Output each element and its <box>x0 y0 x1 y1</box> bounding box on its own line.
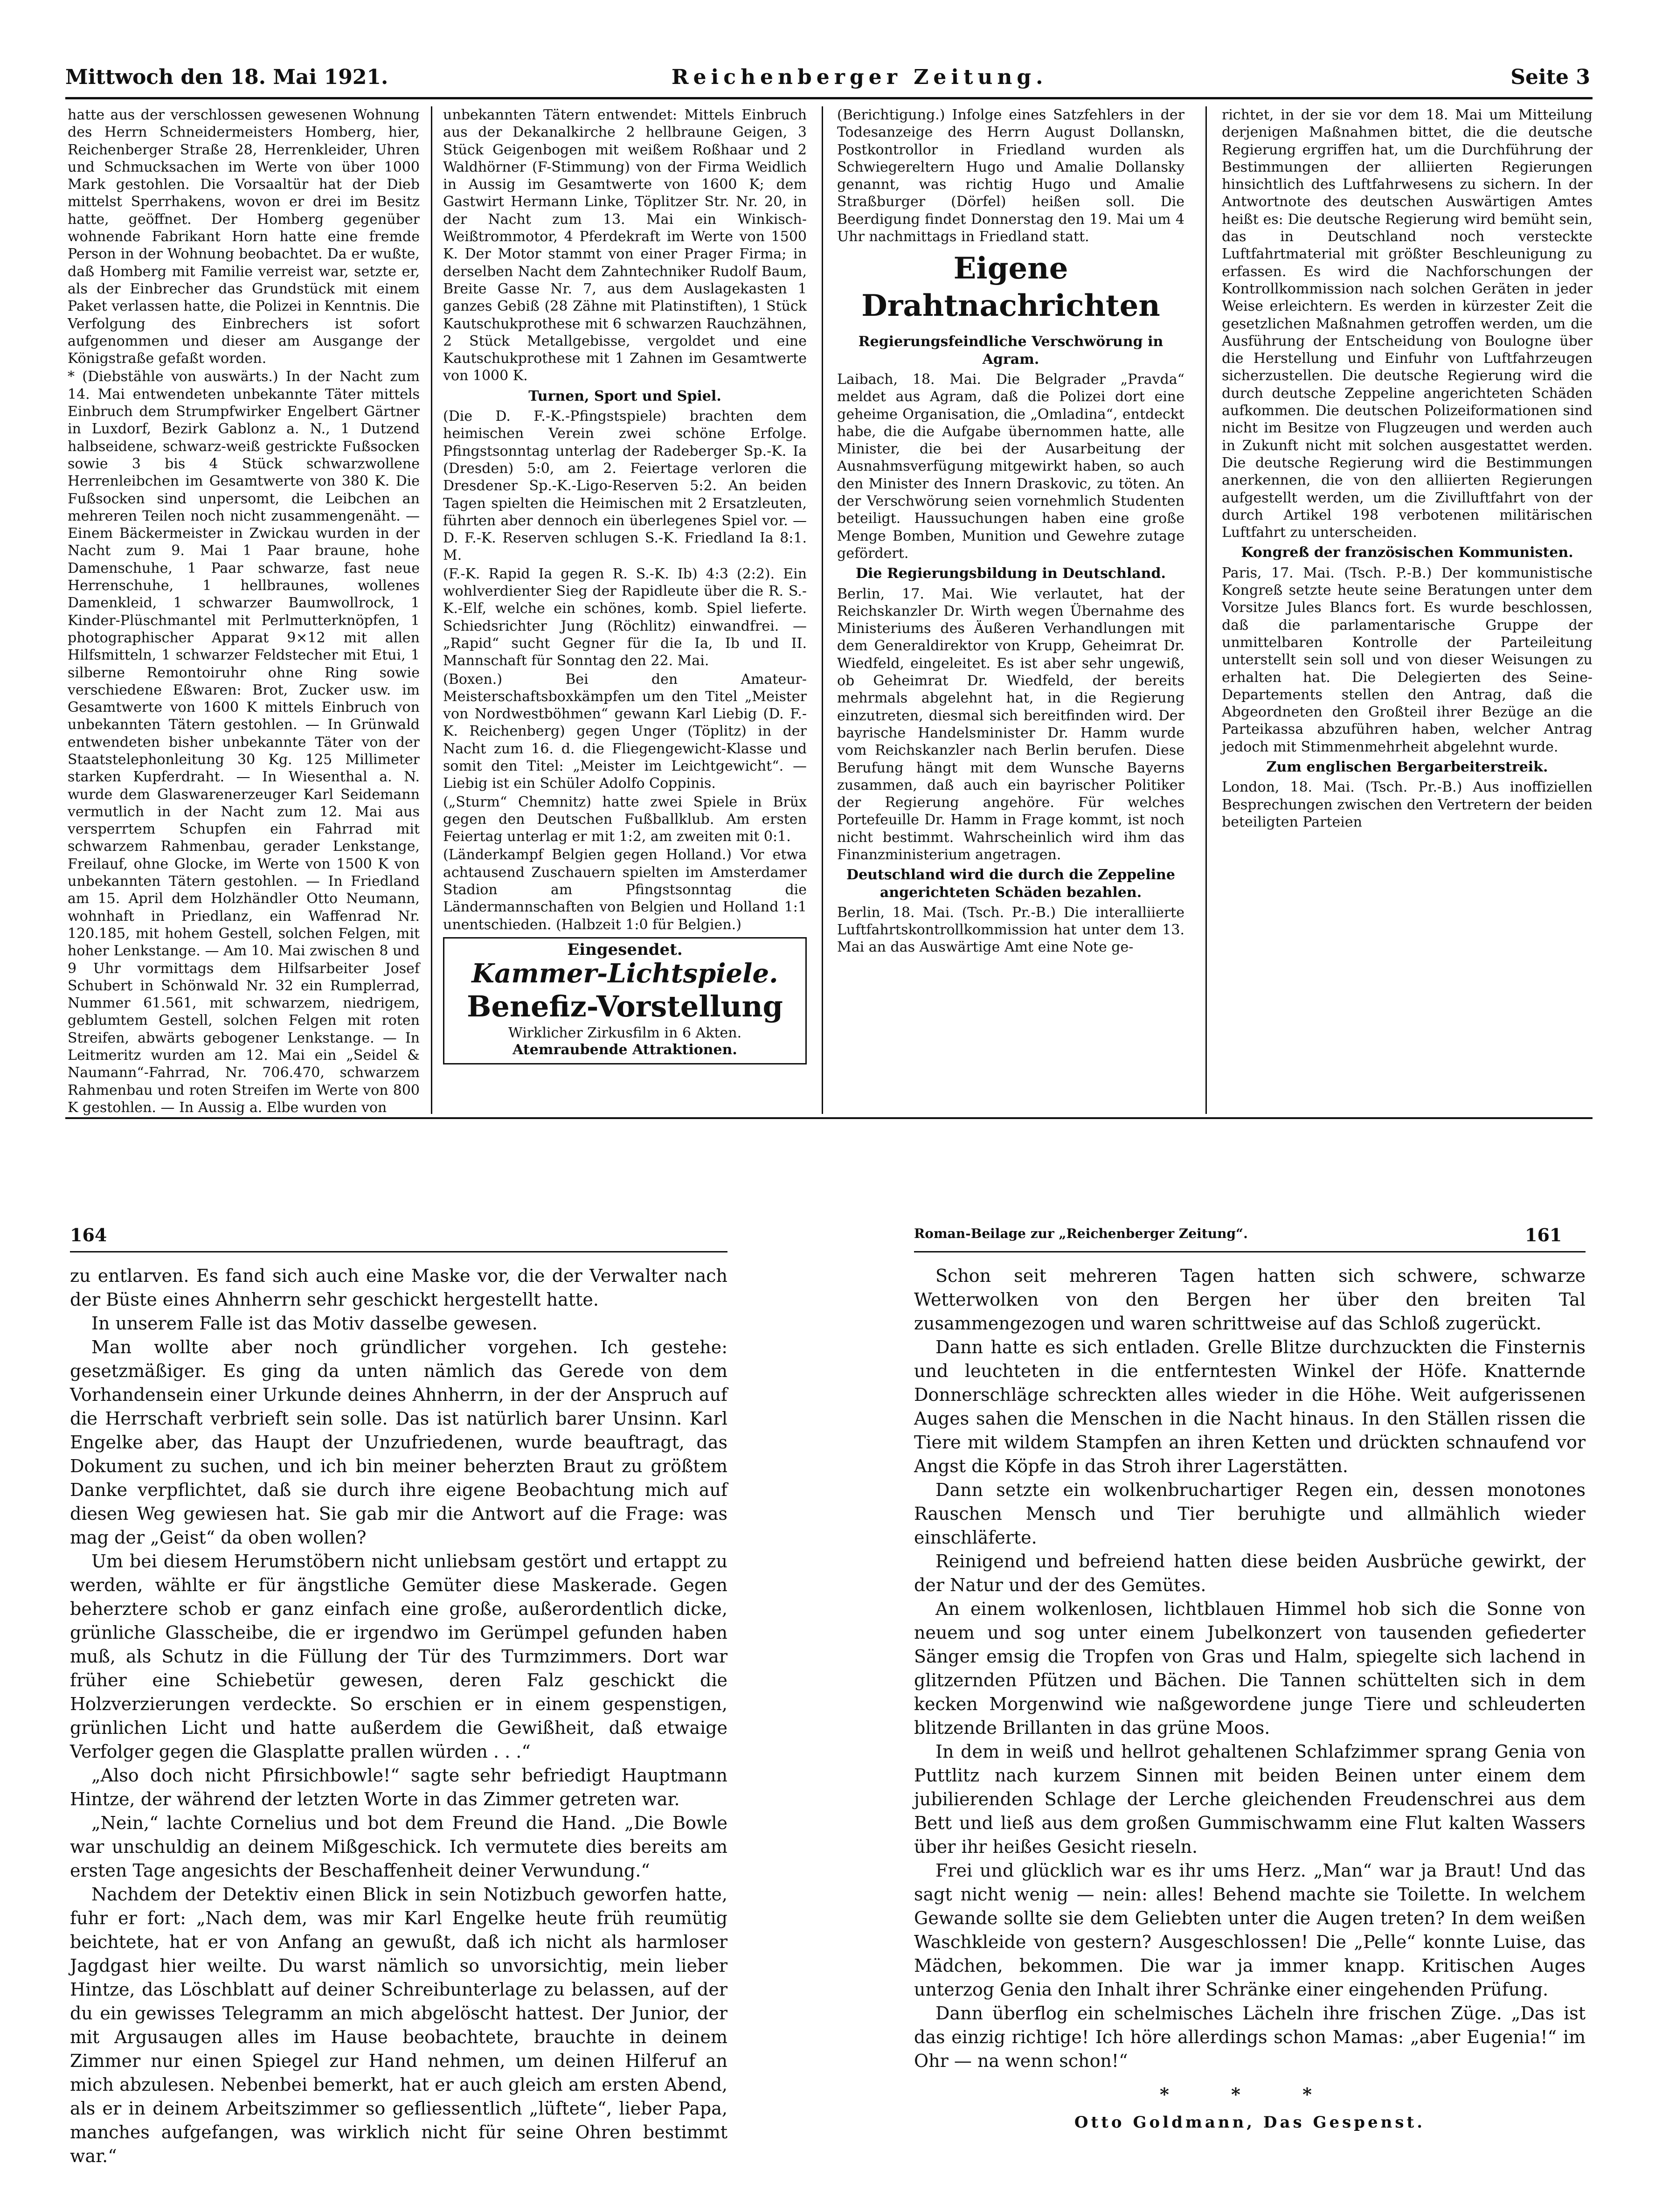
novel-paragraph: Frei und glücklich war es ihr ums Herz. „Man“ war ja Braut! Und das sagt nicht wenig — nein: alles! Behend machte sie Toilette. In welchem Gewande sollte sie dem Geliebten unter die Augen treten? In dem weißen Waschkleide von gestern? Ausgeschlossen! Die „Pelle“ konnte Luise, das Mädchen, bekommen. Die war ja immer knapp. Kritischen Auges unterzog Genia den Inhalt ihrer Schränke einer eingehenden Prüfung. <box>914 1860 1586 2000</box>
column-telegrams <box>837 106 1184 1114</box>
article-heading: Kongreß der französischen Kommunisten. <box>1241 544 1573 561</box>
section-break-stars: * * * <box>1159 2084 1340 2105</box>
article-paragraph: (Länderkampf Belgien gegen Holland.) Vor etwa achtausend Zuschauern spielten im Amsterdamer Stadion am Pfingstsonntag die Ländermannschaften von Belgien und Holland 1:1 unentschieden. (Halbzeit 1:0 für Belgien.) <box>443 847 807 933</box>
column-divider <box>431 106 432 1114</box>
article-paragraph: unbekannten Tätern entwendet: Mittels Einbruch aus der Dekanalkirche 2 hellbraune Geigen, 3 Stück Geigenbogen mit weißem Roßhaar und 2 Waldhörner (F-Stimmung) von der Firma Weidlich in Aussig im Gesamtwerte von 1600 K; dem Gastwirt Hermann Linke, Töplitzer Str. Nr. 20, in der Nacht zum 13. Mai ein Winkisch-Weißtrommotor, 4 Pferdekraft im Werte von 1500 K. Der Motor stammt von einer Prager Firma; in derselben Nacht dem Zahntechniker Rudolf Baum, Breite Gasse Nr. 7, aus dem Auslagekasten 1 ganzes Gebiß (28 Zähne mit Platinstiften), 1 Stück Kautschukprothese mit 6 schwarzen Rauchzähnen, 2 Stück Metallgebisse, vergoldet und eine Kautschukprothese mit 1 Zahnen im Gesamtwerte von 1000 K. <box>443 107 807 384</box>
novel-paragraph: Dann hatte es sich entladen. Grelle Blitze durchzuckten die Finsternis und leuchteten in die entferntesten Winkel der Höfe. Knatternde Donnerschläge schreckten alles wieder in die Höhe. Weit aufgerissenen Auges sahen die Menschen in die Nacht hinaus. In den Ställen rissen die Tiere mit wildem Stampfen an ihren Ketten und drückten schnaufend vor Angst die Köpfe in das Stroh ihrer Lagerstätten. <box>914 1337 1586 1476</box>
novel-paragraph: An einem wolkenlosen, lichtblauen Himmel hob sich die Sonne von neuem und sog unter einem Jubelkonzert von tausenden gefiederter Sänger emsig die Tropfen von Gras und Halm, spiegelte sich lachend in glitzernden Pfützen und Bächen. Die Tannen schüttelten sich in dem kecken Morgenwind wie naßgewordene junge Tiere und schleuderten blitzende Brillanten in das grüne Moos. <box>914 1599 1586 1738</box>
article-paragraph: Berlin, 18. Mai. (Tsch. Pr.-B.) Die interalliierte Luftfahrtskontrollkommission hat unter dem 13. Mai an das Auswärtige Amt eine Note ge- <box>837 904 1184 956</box>
supplement-rule <box>914 1251 1586 1252</box>
novel-paragraph: Dann überflog ein schelmisches Lächeln ihre frischen Züge. „Das ist das einzig richtige! Ich höre allerdings schon Mamas: „aber Eugenia!“ im Ohr — na wenn schon!“ <box>914 2003 1586 2071</box>
page-header <box>65 65 1590 93</box>
article-paragraph: (Boxen.) Bei den Amateur-Meisterschaftsboxkämpfen um den Titel „Meister von Nordwestböhmen“ gewann Karl Liebig (D. F.-K. Reichenberg) gegen Unger (Töplitz) in der Nacht zum 16. d. die Fliegengewicht-Klasse und somit den Titel: „Meister im Leichtgewicht“. — Liebig ist ein Schüler Adolfo Coppinis. <box>443 671 807 792</box>
section-rule <box>65 1117 1593 1119</box>
newspaper-title: Reichenberger Zeitung. <box>672 65 1048 89</box>
article-heading: Die Regierungsbildung in Deutschland. <box>856 565 1166 582</box>
article-paragraph: Berlin, 17. Mai. Wie verlautet, hat der Reichskanzler Dr. Wirth wegen Übernahme des Ministeriums des Äußeren Verhandlungen mit dem Generaldirektor von Krupp, Geheimrat Dr. Wiedfeld, eingeleitet. Es ist aber sehr ungewiß, ob Geheimrat Dr. Wiedfeld, der bereits mehrmals abgelehnt hat, in die Regierung einzutreten, diesmal sich bereitfinden wird. Der bayrische Handelsminister Dr. Hamm wurde vom Reichskanzler nach Berlin berufen. Diese Berufung hängt mit dem Wunsche Bayerns zusammen, daß auch ein bayrischer Politiker der Regierung angehöre. Für welches Portefeuille Dr. Hamm in Frage kommt, ist noch nicht bestimmt. Wahrscheinlich wird ihm das Finanzministerium angetragen. <box>837 585 1184 863</box>
column-divider <box>1205 106 1207 1114</box>
novel-paragraph: Reinigend und befreiend hatten diese beiden Ausbrüche gewirkt, der der Natur und der des Gemütes. <box>914 1551 1586 1595</box>
article-paragraph: Paris, 17. Mai. (Tsch. P.-B.) Der kommunistische Kongreß setzte heute seine Beratungen unter dem Vorsitze Jules Blancs fort. Es wurde beschlossen, daß die parlamentarische Gruppe der unmittelbaren Kontrolle der Parteileitung unterstellt sein soll und von dieser Weisungen zu erhalten hat. Die Delegierten des Seine-Departements stellen den Antrag, daß die Abgeordneten den Großteil ihrer Bezüge an die Parteikassa abzuführen haben, welcher Antrag jedoch mit Stimmenmehrheit abgelehnt wurde. <box>1222 564 1593 755</box>
novel-paragraph: Nachdem der Detektiv einen Blick in sein Notizbuch geworfen hatte, fuhr er fort: „Nach dem, was mir Karl Engelke heute früh reumütig beichtete, hat er von Anfang an gewußt, daß ich nicht als harmloser Jagdgast hier weilte. Du warst nämlich so unvorsichtig, mein lieber Hintze, das Löschblatt auf deiner Schreibunterlage zu belassen, auf der du ein gewisses Telegramm an mich abgelöscht hattest. Der Junior, der mit Argusaugen alles im Hause beobachtete, brauchte in deinem Zimmer nur einen Spiegel zur Hand nehmen, um deinen Hilferuf an mich abzulesen. Nebenbei bemerkt, hat er auch gleich am ersten Abend, als er in deinem Arbeitszimmer so gefliessentlich „lüftete“, lieber Papa, manches aufgefangen, was wirklich nicht für seine Ohren bestimmt war.“ <box>70 1884 727 2166</box>
supplement-page-right-number: 161 <box>1525 1224 1562 1245</box>
article-paragraph: * (Diebstähle von auswärts.) In der Nacht zum 14. Mai entwendeten unbekannte Täter mittels Einbruch dem Strumpfwirker Engelbert Gärtner in Luxdorf, Bezirk Gablonz a. N., 1 Dutzend halbseidene, schwarz-weiß gestrickte Fußsocken sowie 3 bis 4 Stück schwarzwollene Herrenleibchen im Gesamtwerte von 380 K. Die Fußsocken sind unpersomt, die Leibchen an mehreren Teilen noch nicht zusammengenäht. — Einem Bäckermeister in Zwickau wurden in der Nacht zum 9. Mai 1 Paar braune, hohe Damenschuhe, 1 Paar schwarze, fast neue Herrenschuhe, 1 hellbraunes, wollenes Damenkleid, 1 schwarzer Baumwollrock, 1 Kinder-Plüschmantel mit Perlmutterknöpfen, 1 photographischer Apparat 9×12 mit allen Hilfsmitteln, 1 schwarzer Feldstecher mit Etui, 1 silberne Remontoiruhr ohne Ring sowie verschiedene Eßwaren: Brot, Zucker usw. im Gesamtwerte von 1600 K mittels Einbruch von unbekannten Tätern gestohlen. — In Grünwald entwendeten bisher unbekannte Täter von der Staatstelephonleitung 30 Kg. 125 Millimeter starken Kupferdraht. — In Wiesenthal a. N. wurde dem Glaswarenerzeuger Karl Seidemann vermutlich in der Nacht zum 12. Mai aus versperrtem Schupfen ein Fahrrad mit schwarzem Rahmenbau, gerader Lenkstange, Freilauf, ohne Glocke, im Werte von 1500 K von unbekannten Tätern gestohlen. — In Friedland am 15. April dem Holzhändler Otto Neumann, wohnhaft in Priedlanz, ein Waffenrad Nr. 120.185, mit hohem Gestell, solchen Felgen, mit hoher Lenkstange. — Am 10. Mai zwischen 8 und 9 Uhr vormittags dem Hilfsarbeiter Josef Schubert in Schönwald Nr. 32 ein Rumplerrad, Nummer 61.561, mit schwarzem, niedrigem, geblumtem Gestell, solchen Felgen mit roten Streifen, abwärts gebogener Lenkstange. — In Leitmeritz wurden am 12. Mai ein „Seidel & Naumann“-Fahrrad, Nr. 706.470, schwarzem Rahmenbau und roten Streifen im Werte von 800 K gestohlen. — In Aussig a. Elbe wurden von <box>68 369 420 1116</box>
article-paragraph: London, 18. Mai. (Tsch. Pr.-B.) Aus inoffiziellen Besprechungen zwischen den Vertretern der beiden beteiligten Parteien <box>1222 779 1593 830</box>
supplement-page-left-number: 164 <box>70 1224 107 1245</box>
novel-page-right <box>914 1264 1586 2150</box>
novel-paragraph: Schon seit mehreren Tagen hatten sich schwere, schwarze Wetterwolken von den Bergen her über den breiten Tal zusammengezogen und waren schrittweise auf das Schloß zugerückt. <box>914 1266 1586 1334</box>
novel-paragraph: Dann setzte ein wolkenbruchartiger Regen ein, dessen monotones Rauschen Mensch und Tier beruhigte und allmählich wieder einschläferte. <box>914 1480 1586 1548</box>
advertisement <box>443 937 807 1064</box>
novel-page-left <box>70 1264 727 2166</box>
date-line: Mittwoch den 18. Mai 1921. <box>65 65 388 89</box>
article-heading: Regierungsfeindliche Verschwörung in Agram. <box>858 334 1163 368</box>
ad-line: Wirklicher Zirkusfilm in 6 Akten. <box>508 1025 742 1042</box>
article-paragraph: (F.-K. Rapid Ia gegen R. S.-K. Ib) 4:3 (2:2). Ein wohlverdienter Sieg der Rapidleute über die R. S.-K.-Elf, welche ein schönes, komb. Spiel lieferte. Schiedsrichter Jung (Röchlitz) einwandfrei. — „Rapid“ sucht Gegner für die Ia, Ib und II. Mannschaft für Sonntag den 22. Mai. <box>443 565 807 669</box>
page-number: Seite 3 <box>1510 65 1590 89</box>
novel-paragraph: In dem in weiß und hellrot gehaltenen Schlafzimmer sprang Genia von Puttlitz nach kurzem Sinnen mit beiden Beinen unter einem dem jubilierenden Schlage der Lerche gleichenden Freudenschrei aus dem Bett und ließ aus dem großen Gummischwamm eine Flut kalten Wassers über ihr heißes Gesicht rieseln. <box>914 1741 1586 1857</box>
section-banner: Eigene Drahtnachrichten <box>861 251 1160 324</box>
ad-cinema-name: Kammer-Lichtspiele. <box>471 958 778 989</box>
novel-paragraph: In unserem Falle ist das Motiv dasselbe gewesen. <box>91 1313 538 1334</box>
novel-paragraph: Um bei diesem Herumstöbern nicht unliebsam gestört und ertappt zu werden, wählte er für ängstliche Gemüter diese Maskerade. Gegen beherztere schob er ganz einfach eine große, außerordentlich dicke, grünliche Glasscheibe, die er irgendwo im Gerümpel gefunden haben muß, als Schutz in die Füllung der Tür des Turmzimmers. Dort war früher eine Schiebetür gewesen, deren Falz geschickt die Holzverzierungen verdeckte. So erschien er in einem gespenstigen, grünlichen Licht und hatte außerdem die Gewißheit, daß etwaige Verfolger gegen die Glasplatte prallen würden . . .“ <box>70 1551 727 1762</box>
novel-paragraph: Man wollte aber noch gründlicher vorgehen. Ich gestehe: gesetzmäßiger. Es ging da unten nämlich das Gerede von dem Vorhandensein einer Urkunde deines Ahnherrn, in der der Anspruch auf die Herrschaft verbrieft sein solle. Das ist natürlich barer Unsinn. Karl Engelke aber, das Haupt der Unzufriedenen, wurde beauftragt, das Dokument zu suchen, und ich bin meiner beherzten Braut zu größtem Danke verpflichtet, daß sie durch ihre eigene Beobachtung mich auf diesen Weg gewiesen hat. Sie gab mir die Antwort auf die Frage: was mag der „Geist“ da oben wollen? <box>70 1337 727 1548</box>
article-heading: Deutschland wird die durch die Zeppeline angerichteten Schäden bezahlen. <box>846 867 1175 901</box>
novel-paragraph: zu entlarven. Es fand sich auch eine Maske vor, die der Verwalter nach der Büste eines Ahnherrn sehr geschickt hergestellt hatte. <box>70 1266 727 1310</box>
article-paragraph: (Die D. F.-K.-Pfingstspiele) brachten dem heimischen Verein zwei schöne Erfolge. Pfingstsonntag unterlag der Radeberger Sp.-K. Ia (Dresden) 5:0, am 2. Feiertage verloren die Dresdener Sp.-K.-Ligo-Reserven 5:2. An beiden Tagen spielten die Heimischen mit 2 Ersatzleuten, führten aber dennoch ein überlegenes Spiel vor. — D. F.-K. Reserven schlugen S.-K. Friedland Ia 8:1. M. <box>443 408 807 564</box>
column-local-news <box>68 106 420 1114</box>
article-paragraph: Laibach, 18. Mai. Die Belgrader „Pravda“ meldet aus Agram, daß die Polizei dort eine geheime Organisation, die „Omladina“, entdeckt habe, die die Aufgabe übernommen hatte, alle Minister, die bei der Ausarbeitung der Ausnahmsverfügung mitgewirkt haben, so auch den Minister des Innern Draskovic, zu töten. An der Verschwörung seien vornehmlich Studenten beteiligt. Haussuchungen haben eine große Menge Bomben, Munition und Gewehre zutage gefördert. <box>837 371 1184 562</box>
ad-label: Eingesendet. <box>567 940 683 959</box>
novel-paragraph: „Also doch nicht Pfirsichbowle!“ sagte sehr befriedigt Hauptmann Hintze, der während der letzten Worte in das Zimmer getreten war. <box>70 1765 727 1809</box>
column-divider <box>822 106 823 1114</box>
article-paragraph: hatte aus der verschlossen gewesenen Wohnung des Herrn Schneidermeisters Homberg, hier, Reichenberger Straße 28, Herrenkleider, Uhren und Schmucksachen im Werte von über 1000 Mark gestohlen. Die Vorsaaltür hat der Dieb mittelst Sperrhakens, wovon er drei im Besitz hatte, geöffnet. Der Homberg gegenüber wohnende Fabrikant Horn hatte eine fremde Person in der Wohnung beobachtet. Da er wußte, daß Homberg mit Familie verreist war, setzte er, als der Einbrecher das Grundstück mit einem Paket verlassen hatte, die Polizei in Kenntnis. Die Verfolgung des Einbrechers ist sofort aufgenommen und dieser am Ausgange der Königstraße gefaßt worden. <box>68 107 420 367</box>
header-rule <box>65 97 1593 99</box>
article-heading: Zum englischen Bergarbeiterstreik. <box>1266 758 1548 775</box>
article-paragraph: („Sturm“ Chemnitz) hatte zwei Spiele in Brüx gegen den Deutschen Fußballklub. Am ersten Feiertag unterlag er mit 1:2, am zweiten mit 0:1. <box>443 793 807 845</box>
column-sport <box>443 106 807 1114</box>
section-heading: Turnen, Sport und Spiel. <box>528 388 721 404</box>
novel-paragraph: „Nein,“ lachte Cornelius und bot dem Freund die Hand. „Die Bowle war unschuldig an deinem Mißgeschick. Ich vermutete dies bereits am ersten Tage angesichts der Beschaffenheit deiner Verwundung.“ <box>70 1813 727 1881</box>
column-foreign-news <box>1222 106 1593 1114</box>
article-paragraph: richtet, in der sie vor dem 18. Mai um Mitteilung derjenigen Maßnahmen bittet, die die deutsche Regierung ergriffen hat, um die Durchführung der Bestimmungen der alliierten Regierungen hinsichtlich des Luftfahrwesens zu sichern. In der Antwortnote des deutschen Auswärtigen Amtes heißt es: Die deutsche Regierung wird bemüht sein, das in Deutschland noch versteckte Luftfahrtmaterial mit größter Beschleunigung zu erfassen. Es wird die Nachforschungen der Kontrollkommission nach solchen Geräten in jeder Weise erleichtern. Es werden in kürzester Zeit die gesetzlichen Maßnahmen getroffen werden, um die Ausführung der Entscheidung von Boulogne über die Herstellung und Einfuhr von Luftfahrzeugen sicherzustellen. Die deutsche Regierung wird die durch deutsche Zeppeline angerichteten Schäden aufkommen. Die deutschen Polizeiformationen sind nicht im Besitze von Flugzeugen und werden auch in Zukunft nicht mit solchen ausgestattet werden. Die deutsche Regierung wird die Bestimmungen anerkennen, die von den alliierten Regierungen aufgestellt werden, um die Zivilluftfahrt von der durch Artikel 198 verbotenen militärischen Luftfahrt zu unterscheiden. <box>1222 107 1593 541</box>
article-paragraph: (Berichtigung.) Infolge eines Satzfehlers in der Todesanzeige des Herrn August Dollanskn, Postkontrollor in Friedland wurden als Schwiegereltern Hugo und Amalie Dollansky genannt, was richtig Hugo und Amalie Straßburger (Dörfel) heißen soll. Die Beerdigung findet Donnerstag den 19. Mai um 4 Uhr nachmittags in Friedland statt. <box>837 107 1184 245</box>
ad-title: Benefiz-Vorstellung <box>467 989 783 1024</box>
ad-line: Atemraubende Attraktionen. <box>512 1042 737 1058</box>
supplement-rule <box>70 1251 727 1252</box>
novel-signature: Otto Goldmann, Das Gespenst. <box>1074 2113 1426 2132</box>
supplement-title: Roman-Beilage zur „Reichenberger Zeitung“. <box>914 1226 1248 1241</box>
